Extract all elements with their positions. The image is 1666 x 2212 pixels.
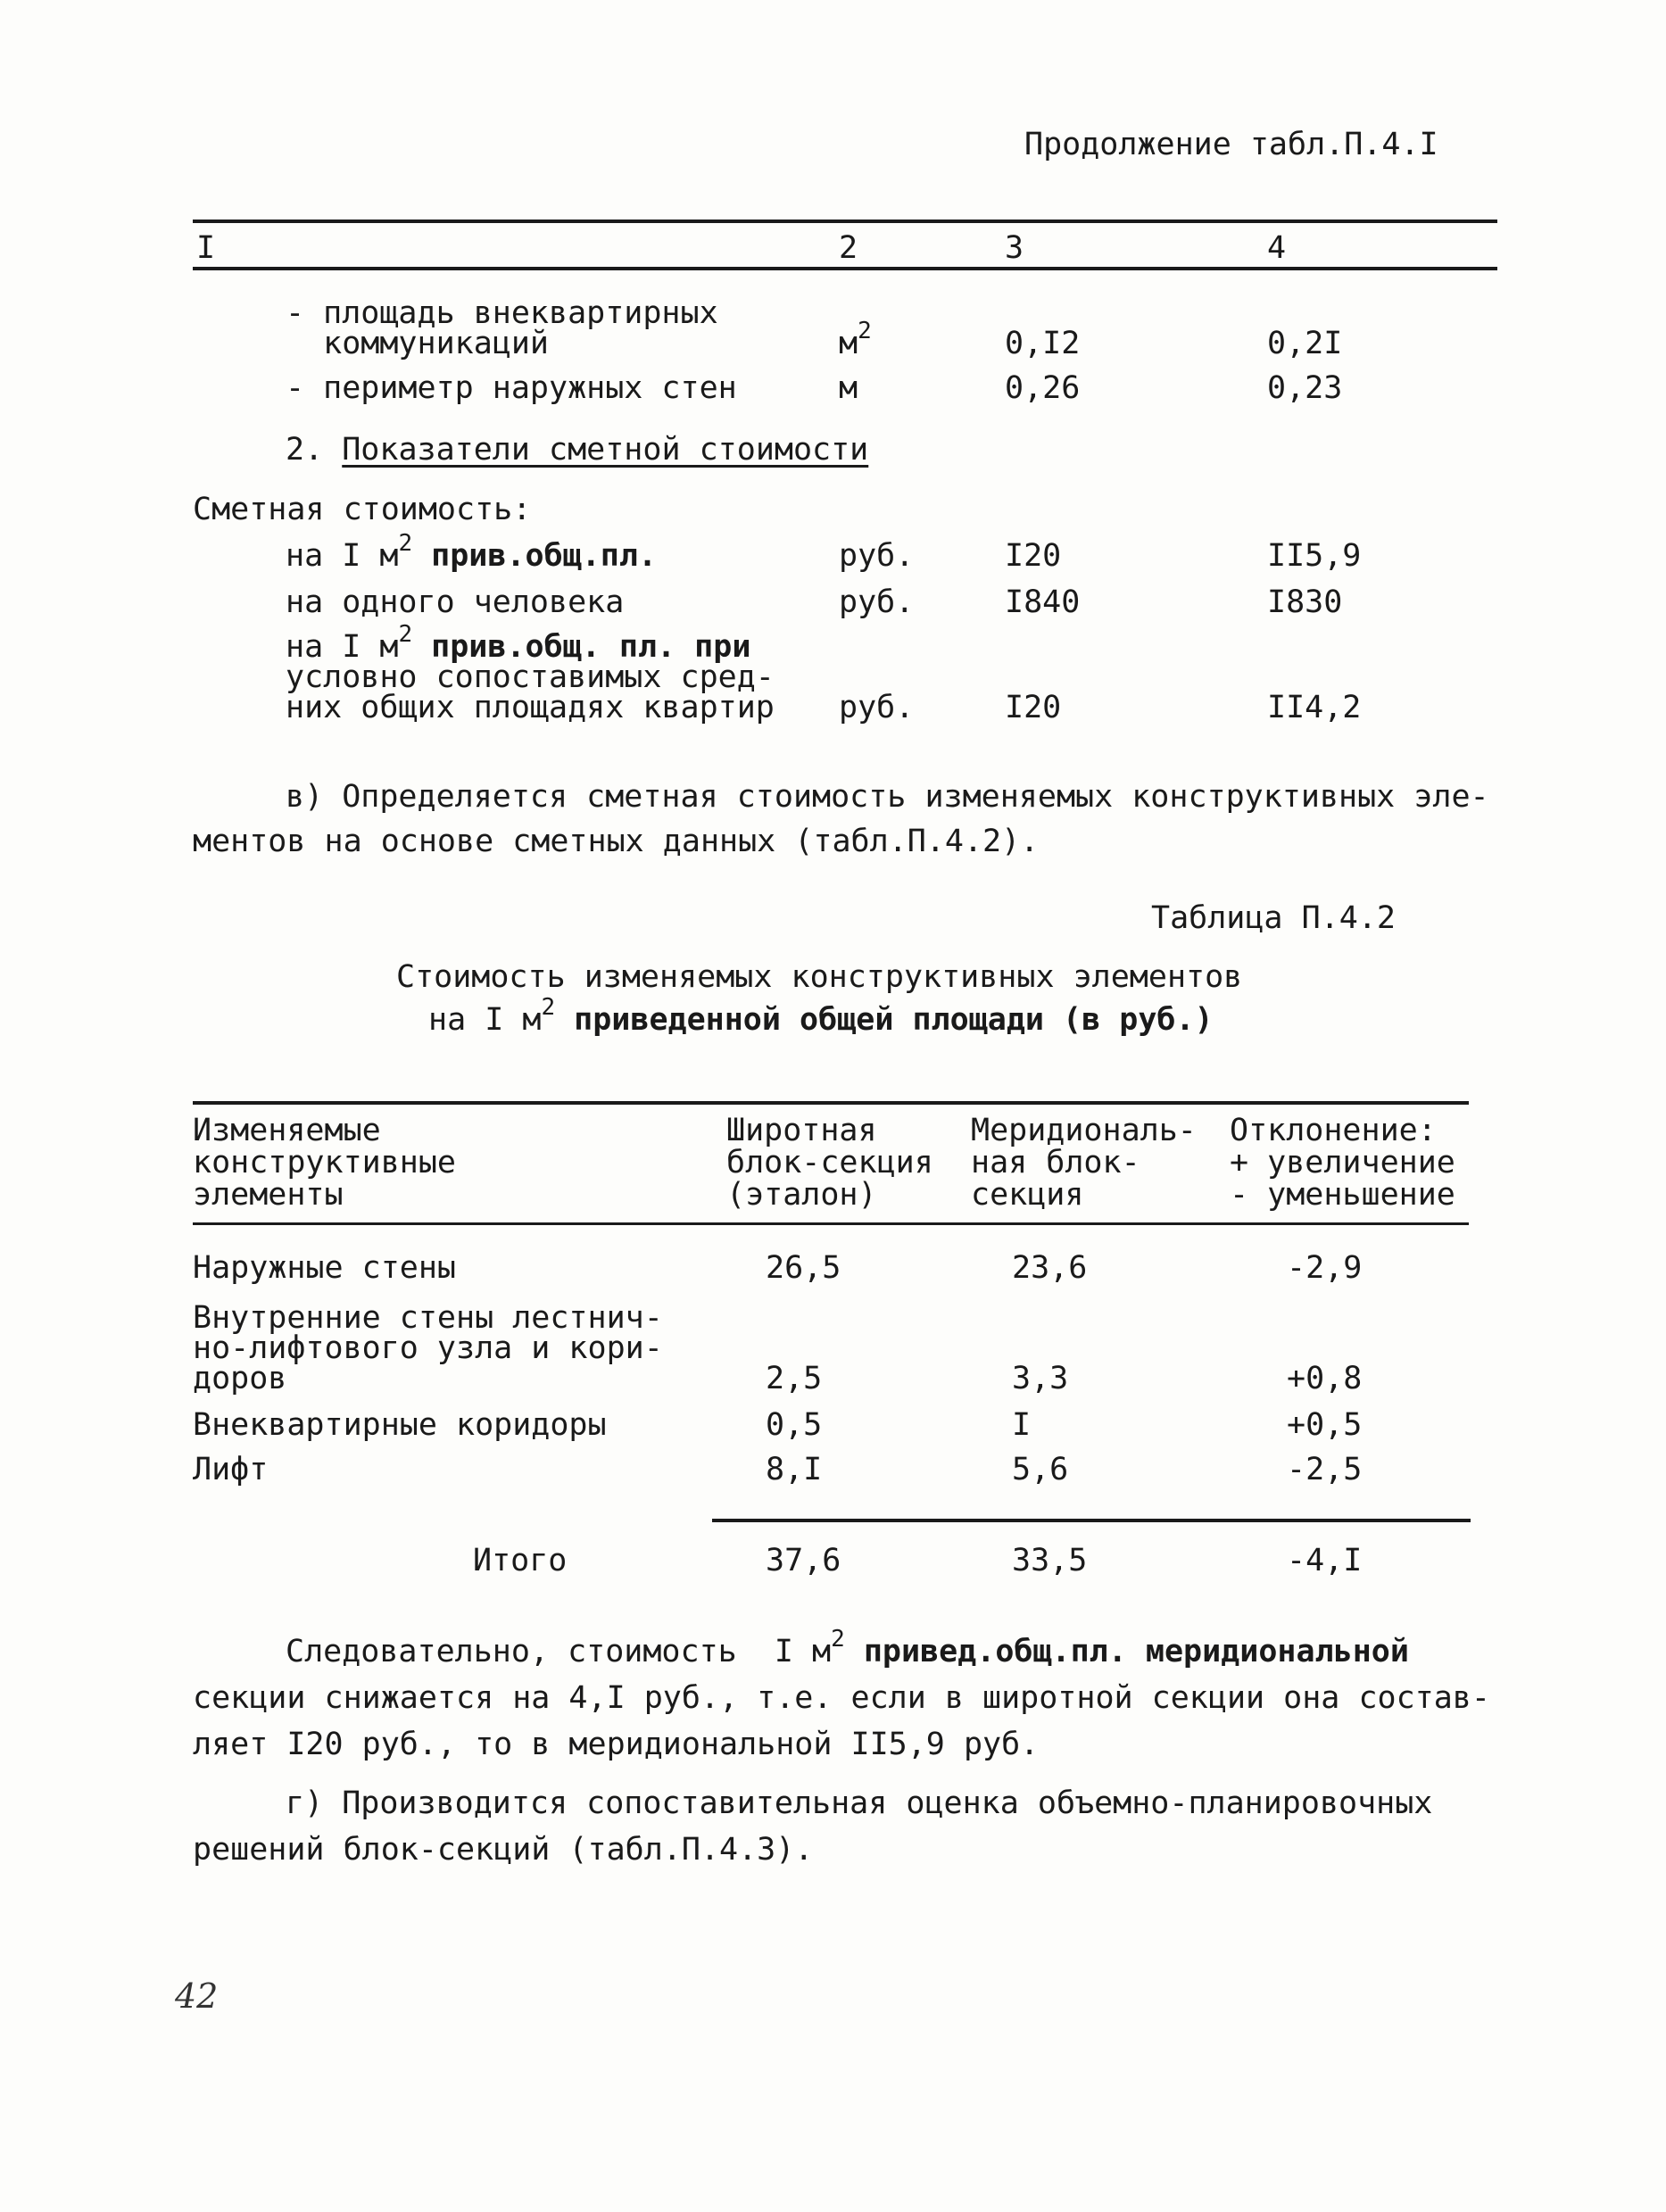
- cost-label: Сметная стоимость:: [193, 492, 532, 527]
- page-number: 42: [175, 1976, 219, 2016]
- table1-row-unit: $м^2$: [839, 318, 872, 361]
- table2-title: Стоимость изменяемых конструктивных элементов: [396, 959, 1243, 995]
- paragraph-line: ляет I20 руб., то в меридиональной II5,9 руб.: [193, 1727, 1040, 1762]
- table2-header-latitudinal: (эталон): [726, 1177, 877, 1213]
- table2-row-value-latitudinal: 26,5: [766, 1250, 841, 1286]
- table-continuation-label: Продолжение табл.П.4.I: [1024, 127, 1438, 162]
- section-number: 2.: [286, 432, 324, 468]
- table2-row-name-cont: но-лифтового узла и кори-: [193, 1330, 663, 1366]
- table2-row-deviation: -2,5: [1287, 1452, 1363, 1487]
- table2-title-cont: на I $м^2$ приведенной общей площади (в руб.): [428, 994, 1214, 1038]
- cost-row-label: на одного человека: [286, 584, 625, 620]
- table2-total-meridional: 33,5: [1012, 1543, 1088, 1578]
- table2-header-deviation: + увеличение: [1230, 1145, 1455, 1181]
- table2-header-meridional: ная блок-: [971, 1145, 1140, 1181]
- table2-row-value-latitudinal: 0,5: [766, 1407, 823, 1443]
- table2-row-name-cont: доров: [193, 1361, 287, 1396]
- table1-row-value-3: 0,26: [1005, 370, 1081, 406]
- table2-row-value-meridional: I: [1012, 1407, 1032, 1443]
- cost-row-label-cont: них общих площадях квартир: [286, 690, 775, 725]
- table2-label: Таблица П.4.2: [1151, 900, 1396, 936]
- table2-header-elements: Изменяемые: [193, 1113, 381, 1148]
- table2-row-deviation: +0,8: [1287, 1361, 1363, 1396]
- table2-row-name: Внеквартирные коридоры: [193, 1407, 607, 1443]
- table2-row-deviation: -2,9: [1287, 1250, 1363, 1286]
- paragraph-line: г) Производится сопоставительная оценка объемно-планировочных: [286, 1785, 1433, 1821]
- table1-row-value-3: 0,I2: [1005, 326, 1081, 361]
- table2-row-name: Внутренние стены лестнич-: [193, 1300, 663, 1336]
- table2-row-value-meridional: 5,6: [1012, 1452, 1069, 1487]
- table2-row-value-meridional: 3,3: [1012, 1361, 1069, 1396]
- table1-row-unit: м: [839, 370, 858, 406]
- table2-header-deviation: - уменьшение: [1230, 1177, 1455, 1213]
- table2-header-deviation: Отклонение:: [1230, 1113, 1437, 1148]
- section-heading: [286, 433, 868, 467]
- table1-col-header-1: I: [196, 230, 216, 266]
- table1-col-header-4: 4: [1267, 230, 1287, 266]
- cost-row-unit: руб.: [839, 584, 915, 620]
- table2-row-value-latitudinal: 2,5: [766, 1361, 823, 1396]
- table1-header-rule: [193, 267, 1497, 270]
- table2-header-meridional: секция: [971, 1177, 1084, 1213]
- table1-row-label: - периметр наружных стен: [286, 370, 737, 406]
- cost-row-label: на I $м^2$ прив.общ. пл. при: [286, 621, 751, 665]
- paragraph-line: Следовательно, стоимость I $м^2$ привед.общ.пл. меридиональной: [286, 1626, 1409, 1669]
- paragraph-line: ментов на основе сметных данных (табл.П.4.2).: [193, 824, 1040, 859]
- table1-top-rule: [193, 220, 1497, 223]
- table2-row-name: Лифт: [193, 1452, 269, 1487]
- table1-row-value-4: 0,23: [1267, 370, 1343, 406]
- table2-header-meridional: Меридиональ-: [971, 1113, 1197, 1148]
- table1-row-label: - площадь внеквартирных: [286, 295, 718, 331]
- table2-total-label: Итого: [473, 1543, 568, 1578]
- cost-row-value-3: I840: [1005, 584, 1081, 620]
- cost-row-unit: руб.: [839, 538, 915, 574]
- cost-row-unit: руб.: [839, 690, 915, 725]
- cost-row-value-4: II4,2: [1267, 690, 1362, 725]
- table2-row-deviation: +0,5: [1287, 1407, 1363, 1443]
- cost-row-value-3: I20: [1005, 690, 1062, 725]
- table2-top-rule: [193, 1101, 1469, 1105]
- cost-row-value-3: I20: [1005, 538, 1062, 574]
- table2-row-value-latitudinal: 8,I: [766, 1452, 823, 1487]
- table1-row-value-4: 0,2I: [1267, 326, 1343, 361]
- table2-header-latitudinal: Широтная: [726, 1113, 877, 1148]
- cost-row-value-4: II5,9: [1267, 538, 1362, 574]
- table1-row-label-cont: коммуникаций: [286, 326, 550, 361]
- section-title: Показатели сметной стоимости: [342, 432, 869, 468]
- table2-total-deviation: -4,I: [1287, 1543, 1363, 1578]
- table2-header-rule: [193, 1222, 1469, 1225]
- paragraph-line: в) Определяется сметная стоимость изменяемых конструктивных эле-: [286, 779, 1489, 815]
- table1-col-header-2: 2: [839, 230, 858, 266]
- table2-total-latitudinal: 37,6: [766, 1543, 841, 1578]
- table1-col-header-3: 3: [1005, 230, 1024, 266]
- paragraph-line: решений блок-секций (табл.П.4.3).: [193, 1832, 814, 1868]
- table2-header-latitudinal: блок-секция: [726, 1145, 933, 1181]
- cost-row-label-cont: условно сопоставимых сред-: [286, 659, 775, 695]
- table2-total-rule: [712, 1519, 1471, 1522]
- table2-header-elements: конструктивные: [193, 1145, 457, 1181]
- table2-header-elements: элементы: [193, 1177, 344, 1213]
- table2-row-value-meridional: 23,6: [1012, 1250, 1088, 1286]
- table2-row-name: Наружные стены: [193, 1250, 457, 1286]
- paragraph-line: секции снижается на 4,I руб., т.е. если в широтной секции она состав-: [193, 1680, 1490, 1716]
- cost-row-label: на I $м^2$ прив.общ.пл.: [286, 530, 658, 574]
- cost-row-value-4: I830: [1267, 584, 1343, 620]
